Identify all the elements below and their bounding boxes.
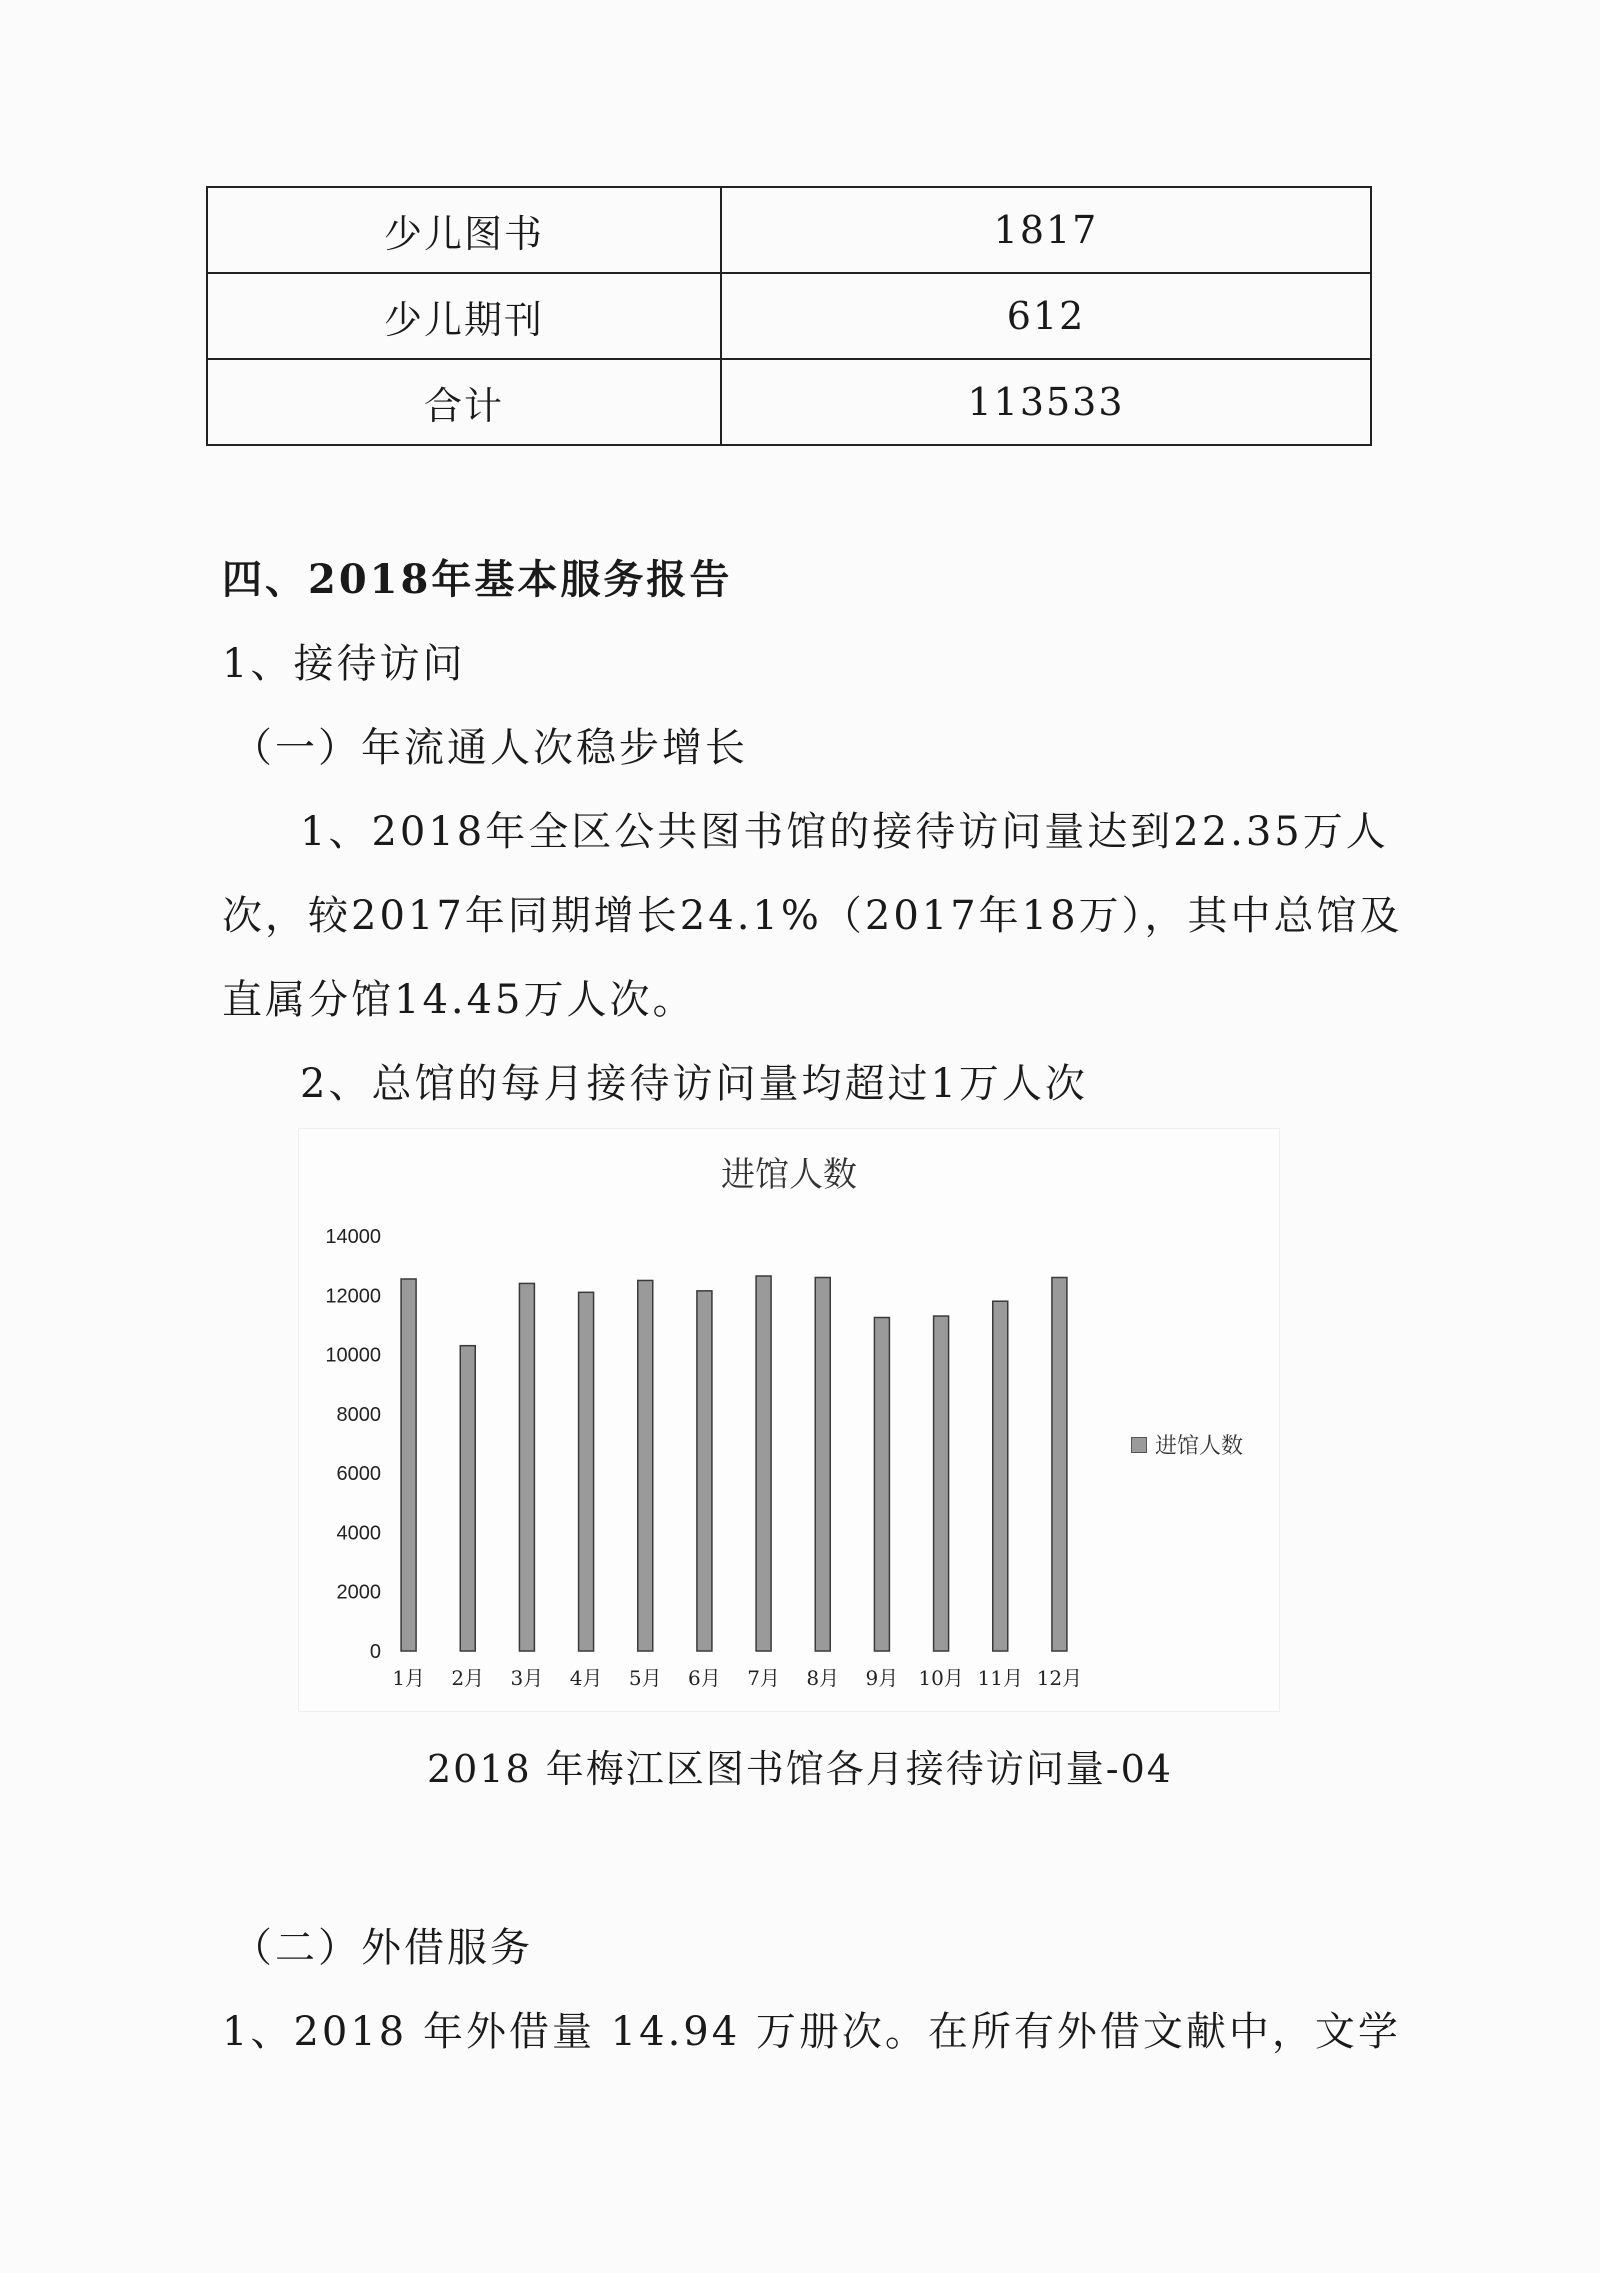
y-tick-label: 6000 — [336, 1463, 381, 1486]
x-tick-label: 8月 — [806, 1666, 840, 1690]
y-tick-label: 12000 — [325, 1285, 381, 1308]
chart-bar — [579, 1292, 594, 1651]
x-tick-label: 10月 — [918, 1666, 964, 1690]
y-tick-label: 0 — [369, 1641, 381, 1663]
y-tick-label: 14000 — [325, 1226, 381, 1248]
x-tick-label: 11月 — [977, 1666, 1023, 1690]
legend-label: 进馆人数 — [1155, 1434, 1244, 1459]
y-tick-label: 2000 — [336, 1581, 381, 1604]
chart-bar — [874, 1318, 889, 1651]
chart-title: 进馆人数 — [721, 1155, 857, 1195]
y-tick-label: 4000 — [336, 1522, 381, 1545]
chart-bar — [638, 1280, 653, 1651]
table-row — [207, 273, 1371, 359]
chart-bar — [934, 1316, 949, 1651]
table-cell-value: 1817 — [721, 187, 1371, 273]
subheading-circulation: （一）年流通人次稳步增长 — [232, 725, 748, 771]
chart-bar — [815, 1278, 830, 1652]
x-tick-label: 12月 — [1036, 1666, 1083, 1690]
chart-bar — [993, 1301, 1008, 1651]
paragraph-line: 1、2018年全区公共图书馆的接待访问量达到22.35万人 — [300, 809, 1389, 855]
x-tick-label: 3月 — [510, 1666, 544, 1690]
x-tick-label: 2月 — [451, 1666, 485, 1690]
table-cell-name: 少儿图书 — [207, 187, 721, 273]
x-tick-label: 6月 — [688, 1666, 721, 1690]
section-heading: 四、2018年基本服务报告 — [222, 556, 733, 603]
chart-plot — [299, 1129, 1279, 1711]
x-tick-label: 9月 — [865, 1666, 899, 1690]
paragraph-line: 直属分馆14.45万人次。 — [222, 977, 696, 1023]
visitor-bar-chart — [298, 1128, 1280, 1712]
chart-bar — [1052, 1278, 1067, 1652]
chart-bar — [401, 1279, 416, 1651]
paragraph-line: 2、总馆的每月接待访问量均超过1万人次 — [300, 1061, 1088, 1107]
table-cell-name: 少儿期刊 — [207, 273, 721, 359]
table-cell-value: 113533 — [721, 359, 1371, 445]
chart-bar — [460, 1346, 475, 1651]
y-tick-label: 10000 — [325, 1344, 381, 1367]
y-tick-label: 8000 — [336, 1403, 381, 1426]
chart-bar — [697, 1291, 712, 1651]
x-tick-label: 4月 — [569, 1666, 603, 1690]
chart-caption: 2018 年梅江区图书馆各月接待访问量-04 — [427, 1747, 1173, 1791]
legend-swatch — [1131, 1437, 1147, 1453]
chart-bar — [756, 1276, 771, 1651]
x-tick-label: 7月 — [747, 1666, 780, 1690]
subheading-reception: 1、接待访问 — [222, 641, 466, 687]
chart-bar — [519, 1283, 534, 1651]
holdings-table — [206, 186, 1372, 446]
table-cell-name: 合计 — [207, 359, 721, 445]
chart-legend — [1131, 1429, 1243, 1460]
x-tick-label: 5月 — [628, 1666, 662, 1690]
subheading-lending: （二）外借服务 — [232, 1925, 533, 1971]
table-row — [207, 187, 1371, 273]
table-cell-value: 612 — [721, 273, 1371, 359]
paragraph-line: 1、2018 年外借量 14.94 万册次。在所有外借文献中，文学 — [222, 2009, 1401, 2055]
paragraph-line: 次，较2017年同期增长24.1%（2017年18万），其中总馆及 — [222, 893, 1403, 939]
x-tick-label: 1月 — [392, 1666, 425, 1690]
table-row — [207, 359, 1371, 445]
